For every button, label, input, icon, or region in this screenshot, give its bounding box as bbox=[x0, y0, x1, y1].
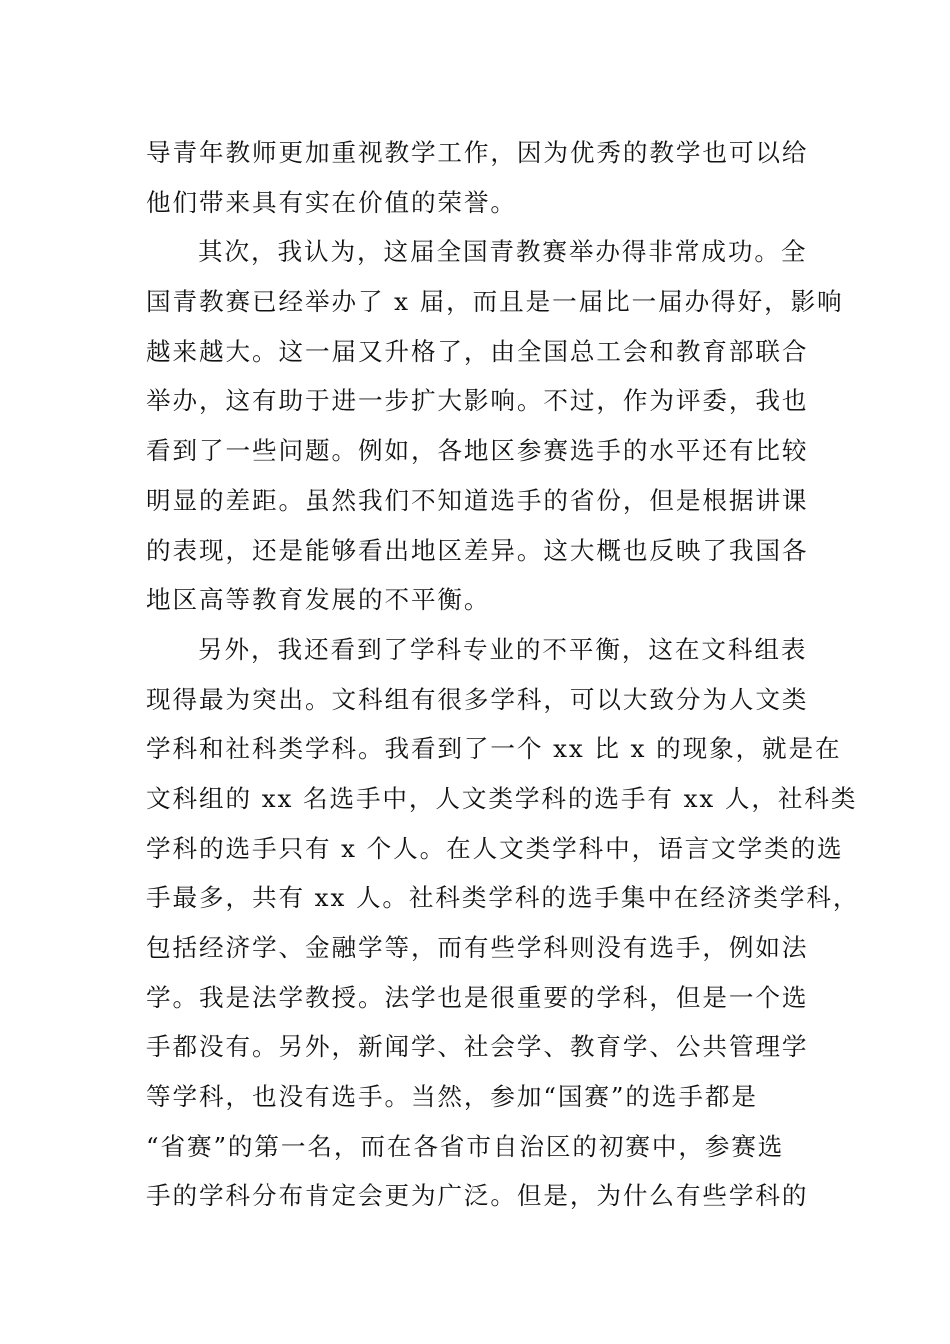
text-line: 越来越大。这一届又升格了，由全国总工会和教育部联合 bbox=[146, 336, 809, 366]
text-line: 他们带来具有实在价值的荣誉。 bbox=[146, 187, 517, 217]
text-line: 导青年教师更加重视教学工作，因为优秀的教学也可以给 bbox=[146, 138, 809, 167]
text-line: 国青教赛已经举办了 x 届，而且是一届比一届办得好，影响 bbox=[146, 287, 844, 317]
text-line: 学。我是法学教授。法学也是很重要的学科，但是一个选 bbox=[146, 982, 809, 1012]
body-text bbox=[146, 128, 860, 1221]
text-line: 明显的差距。虽然我们不知道选手的省份，但是根据讲课 bbox=[146, 485, 809, 515]
text-line: 包括经济学、金融学等，而有些学科则没有选手，例如法 bbox=[146, 933, 809, 962]
text-line: 手都没有。另外，新闻学、社会学、教育学、公共管理学 bbox=[146, 1032, 809, 1062]
text-line: 的表现，还是能够看出地区差异。这大概也反映了我国各 bbox=[146, 535, 809, 565]
text-line: “省赛”的第一名，而在各省市自治区的初赛中，参赛选 bbox=[146, 1131, 785, 1161]
paragraph-start-line: 另外，我还看到了学科专业的不平衡，这在文科组表 bbox=[198, 634, 808, 664]
text-line: 等学科，也没有选手。当然，参加“国赛”的选手都是 bbox=[146, 1082, 758, 1112]
text-line: 手的学科分布肯定会更为广泛。但是，为什么有些学科的 bbox=[146, 1181, 809, 1211]
text-line: 看到了一些问题。例如，各地区参赛选手的水平还有比较 bbox=[146, 436, 809, 466]
text-line: 手最多，共有 xx 人。社科类学科的选手集中在经济类学科， bbox=[146, 883, 860, 913]
text-line: 举办，这有助于进一步扩大影响。不过，作为评委，我也 bbox=[146, 386, 809, 416]
text-line: 地区高等教育发展的不平衡。 bbox=[146, 585, 491, 615]
paragraph-start-line: 其次，我认为，这届全国青教赛举办得非常成功。全 bbox=[198, 237, 808, 267]
text-line: 文科组的 xx 名选手中，人文类学科的选手有 xx 人，社科类 bbox=[146, 783, 858, 813]
text-line: 现得最为突出。文科组有很多学科，可以大致分为人文类 bbox=[146, 684, 809, 714]
text-line: 学科和社科类学科。我看到了一个 xx 比 x 的现象，就是在 bbox=[146, 734, 842, 764]
text-line: 学科的选手只有 x 个人。在人文类学科中，语言文学类的选 bbox=[146, 833, 844, 863]
